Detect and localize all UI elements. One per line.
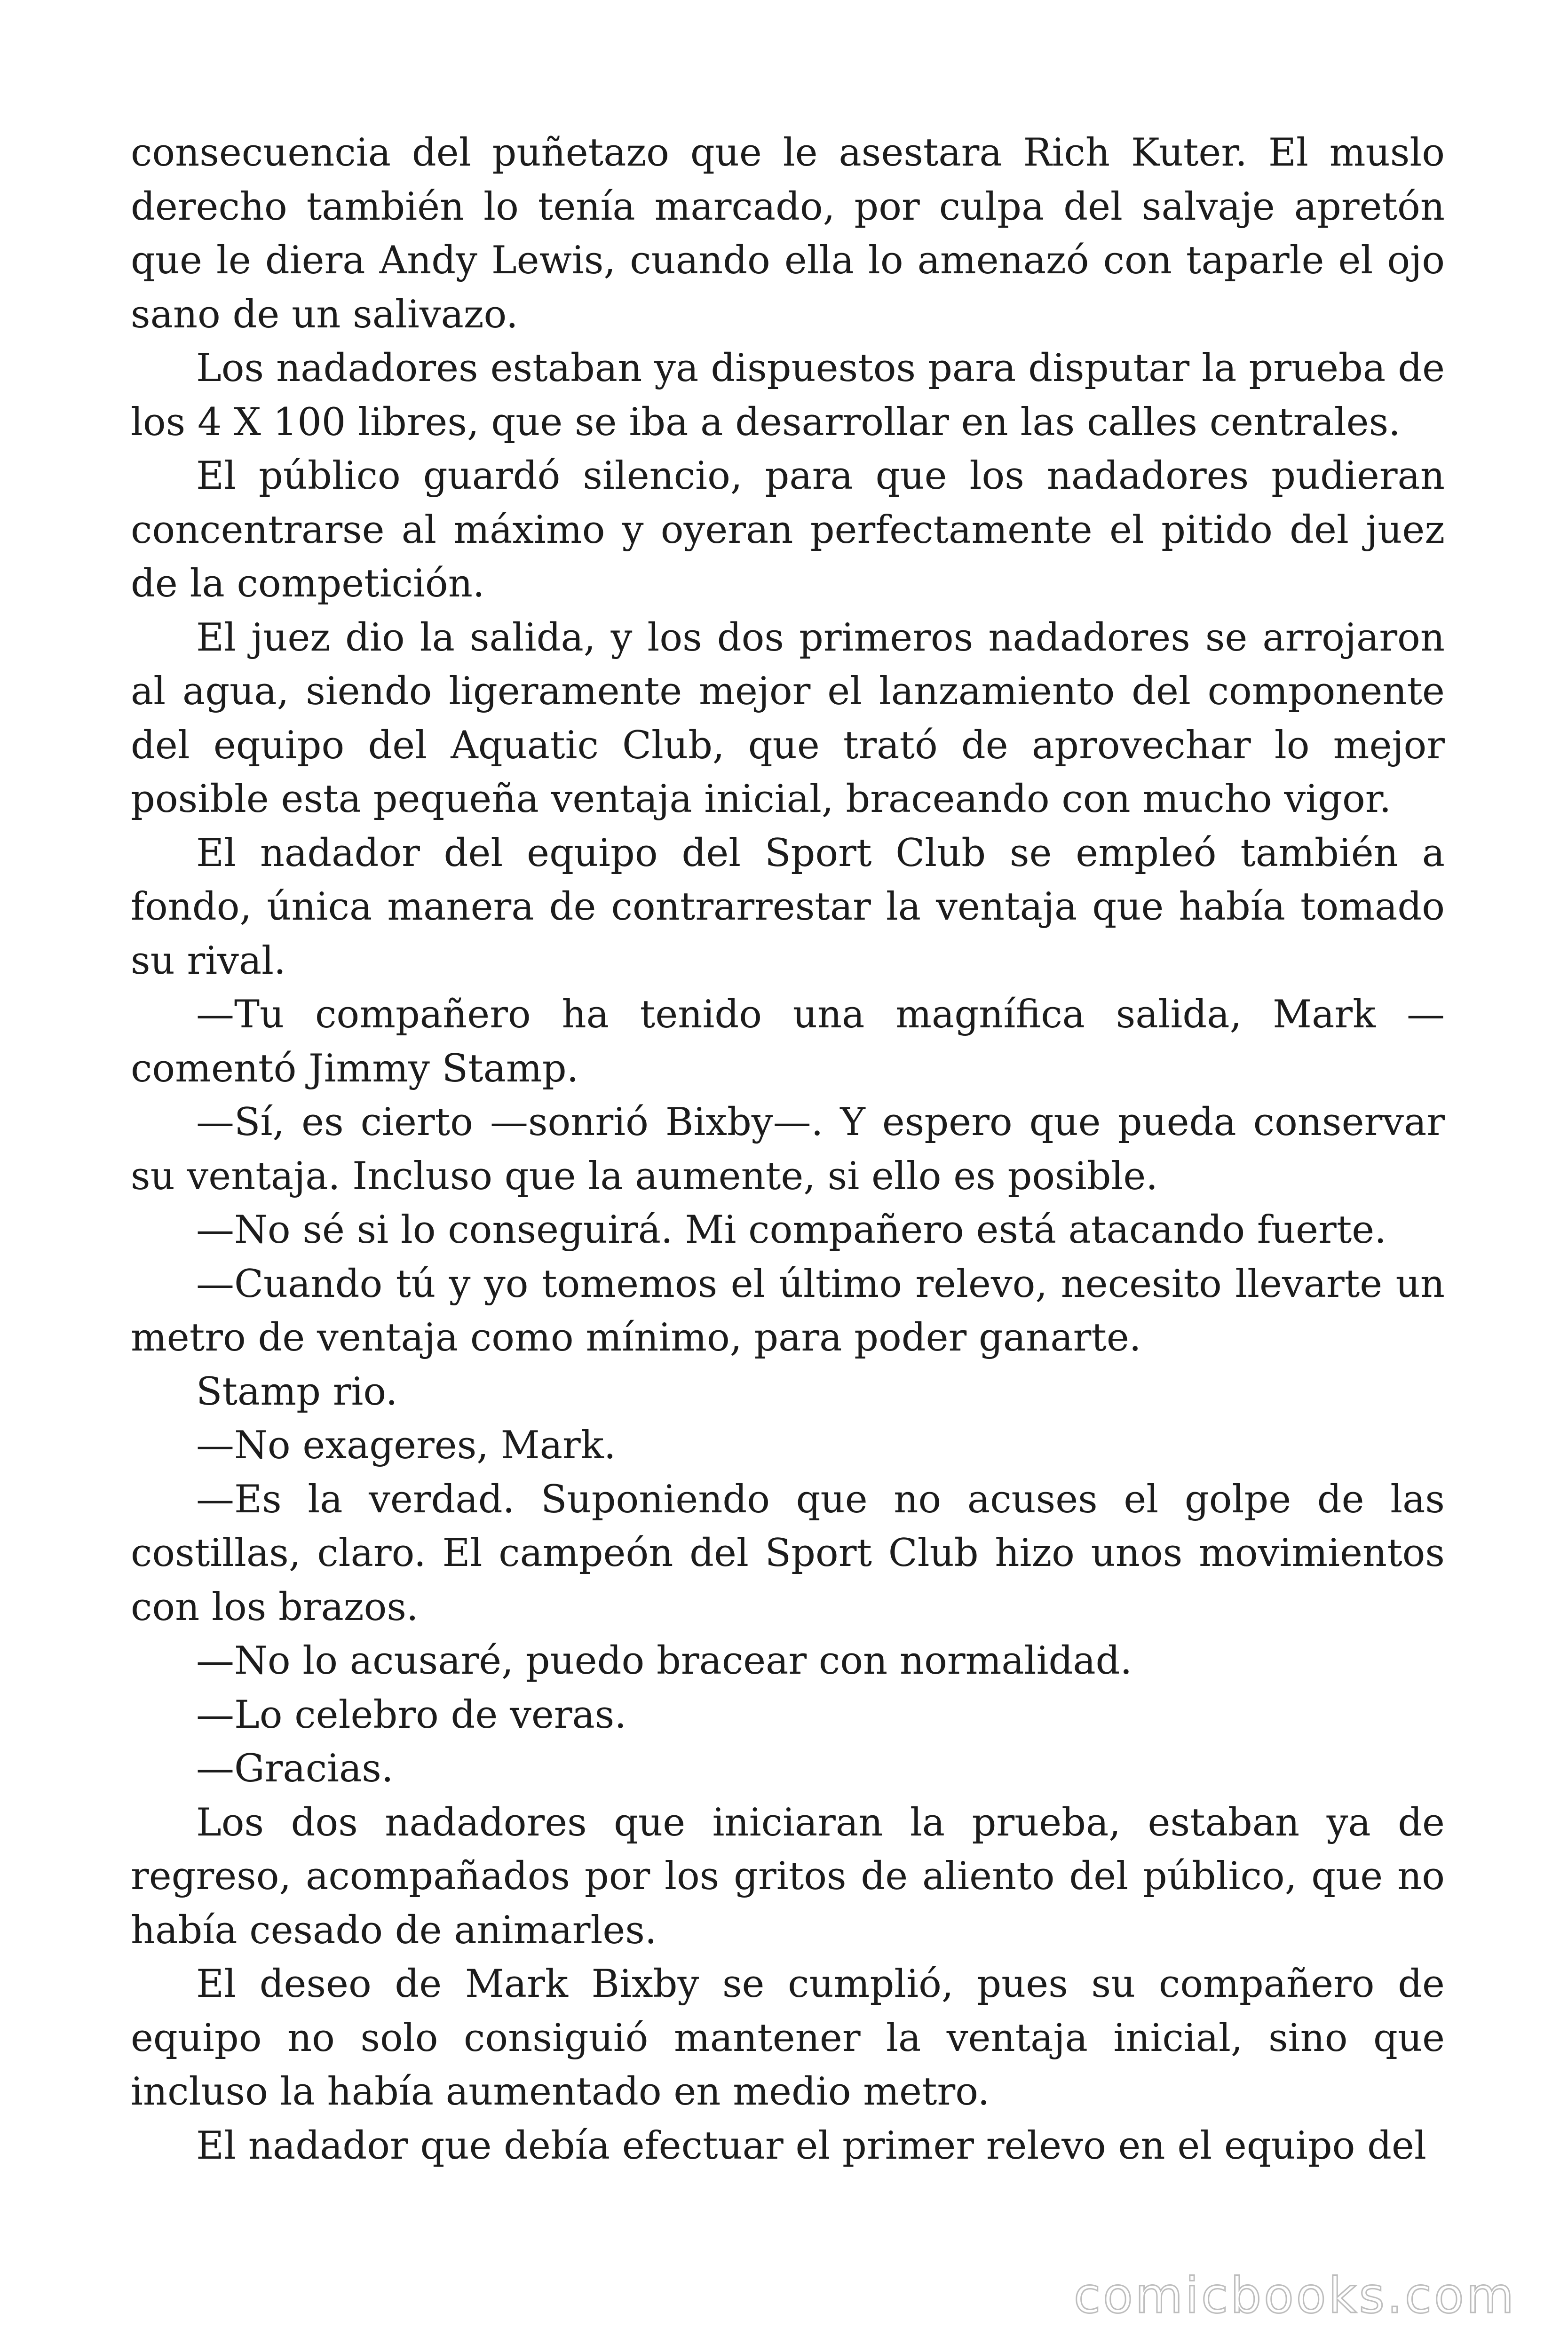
paragraph: El nadador que debía efectuar el primer relevo en el equipo del xyxy=(196,2123,1426,2168)
paragraph: —No lo acusaré, puedo bracear con normalidad. xyxy=(196,1639,1132,1683)
watermark: comicbooks.com xyxy=(1073,2267,1516,2324)
paragraph: —Gracias. xyxy=(196,1747,394,1791)
paragraph: Los nadadores estaban ya dispuestos para disputar la prueba de los 4 X 100 libres, que se iba a desarrollar en las calles centrales. xyxy=(131,346,1445,445)
paragraph: —No sé si lo conseguirá. Mi compañero está atacando fuerte. xyxy=(196,1208,1386,1252)
paragraph: —Tu compañero ha tenido una magnífica salida, Mark — comentó Jimmy Stamp. xyxy=(131,993,1445,1091)
page-text xyxy=(131,126,1445,2173)
paragraph: —Cuando tú y yo tomemos el último relevo, necesito llevarte un metro de ventaja como mínimo, para poder ganarte. xyxy=(131,1262,1445,1360)
paragraph: El público guardó silencio, para que los nadadores pudieran concentrarse al máximo y oyeran perfectamente el pitido del juez de la competición. xyxy=(131,454,1445,606)
paragraph: consecuencia del puñetazo que le asestara Rich Kuter. El muslo derecho también lo tenía marcado, por culpa del salvaje apretón que le diera Andy Lewis, cuando ella lo amenazó con taparle el ojo sano de un salivazo. xyxy=(131,131,1445,337)
paragraph: El nadador del equipo del Sport Club se empleó también a fondo, única manera de contrarrestar la ventaja que había tomado su rival. xyxy=(131,831,1445,983)
paragraph: Los dos nadadores que iniciaran la prueba, estaban ya de regreso, acompañados por los gritos de aliento del público, que no había cesado de animarles. xyxy=(131,1800,1445,1953)
paragraph: —Sí, es cierto —sonrió Bixby—. Y espero que pueda conservar su ventaja. Incluso que la aumente, si ello es posible. xyxy=(131,1100,1445,1199)
paragraph: —Es la verdad. Suponiendo que no acuses el golpe de las costillas, claro. El campeón del Sport Club hizo unos movimientos con los brazos. xyxy=(131,1477,1445,1629)
paragraph: El juez dio la salida, y los dos primeros nadadores se arrojaron al agua, siendo ligeramente mejor el lanzamiento del componente del equipo del Aquatic Club, que trató de aprovechar lo mejor posible esta pequeña ventaja inicial, braceando con mucho vigor. xyxy=(131,615,1445,821)
paragraph: El deseo de Mark Bixby se cumplió, pues su compañero de equipo no solo consiguió mantener la ventaja inicial, sino que incluso la había aumentado en medio metro. xyxy=(131,1962,1445,2114)
paragraph: —No exageres, Mark. xyxy=(196,1423,616,1468)
paragraph: —Lo celebro de veras. xyxy=(196,1692,627,1737)
paragraph: Stamp rio. xyxy=(196,1369,398,1414)
